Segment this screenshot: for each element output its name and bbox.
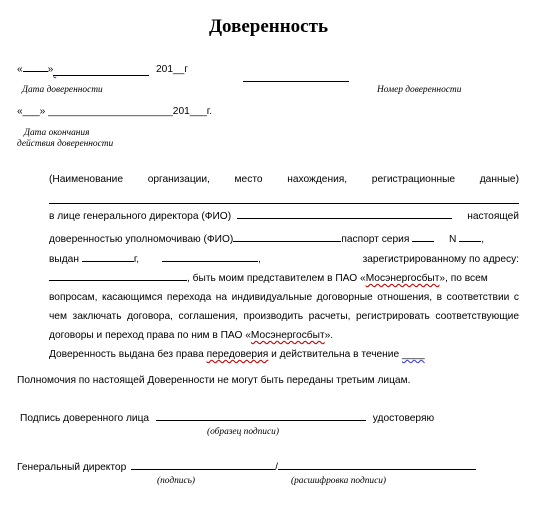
signature-caption: (образец подписи) bbox=[207, 427, 279, 437]
date-caption: Дата доверенности bbox=[22, 85, 103, 95]
validity-word: передоверия bbox=[206, 349, 269, 360]
number-caption: Номер доверенности bbox=[377, 85, 462, 95]
number-sign: N bbox=[449, 234, 457, 245]
body-line-2: вопросам, касающимся перехода на индивидуальные договорные отношения, в соответствии с bbox=[49, 292, 519, 303]
slash: / bbox=[275, 462, 278, 473]
issued-year-suffix: г, bbox=[133, 254, 140, 265]
number-blank[interactable] bbox=[243, 81, 349, 82]
line4-text: договоры и переход права по ним в ПАО « bbox=[49, 330, 251, 341]
body-line-4 bbox=[49, 330, 333, 341]
expiry-caption-line1: Дата окончания bbox=[24, 128, 90, 138]
expiry-caption-line2: действия доверенности bbox=[17, 139, 114, 149]
empower-label: доверенностью уполномочиваю (ФИО) bbox=[49, 234, 234, 245]
issued-row: выдан г, , зарегистрированному по адресу: bbox=[49, 254, 519, 265]
date-open-quote: « bbox=[17, 64, 23, 75]
date-year: 201__г bbox=[156, 64, 189, 75]
issued-date-blank[interactable] bbox=[82, 261, 134, 262]
signature-label: Подпись доверенного лица bbox=[20, 413, 150, 424]
director-signature-blank[interactable] bbox=[131, 469, 275, 470]
line4-tail: ». bbox=[324, 330, 334, 341]
signature-blank[interactable] bbox=[156, 420, 366, 421]
passport-series-blank[interactable] bbox=[412, 241, 434, 242]
director-sign-label: Генеральный директор bbox=[17, 462, 127, 473]
org-blank[interactable] bbox=[49, 203, 519, 204]
rep-tail: », по всем bbox=[439, 273, 488, 284]
validity-text: Доверенность выдана без права bbox=[49, 349, 207, 360]
body-line-3: чем заключать договора, соглашения, производить расчеты, регистрировать соответствующие bbox=[49, 311, 519, 322]
director-tail: настоящей bbox=[467, 211, 519, 222]
empower-row: доверенностью уполномочиваю (ФИО) паспорт серия N , bbox=[49, 234, 485, 245]
validity-blank[interactable]: ____ bbox=[402, 349, 425, 360]
director-sign-row bbox=[17, 462, 476, 473]
director-row bbox=[49, 211, 519, 222]
month-blank[interactable] bbox=[53, 64, 149, 76]
passport-label: паспорт серия bbox=[341, 234, 410, 245]
issued-label: выдан bbox=[49, 254, 79, 265]
rep-text: , быть моим представителем в ПАО « bbox=[187, 273, 366, 284]
certify-label: удостоверяю bbox=[372, 413, 435, 424]
authority-text: Полномочия по настоящей Доверенности не могут быть переданы третьим лицам. bbox=[17, 375, 411, 386]
document-title: Доверенность bbox=[208, 16, 328, 37]
passport-number-blank[interactable] bbox=[459, 241, 481, 242]
validity-text-2: и действительна в течение bbox=[268, 349, 402, 360]
day-blank[interactable] bbox=[23, 71, 48, 72]
registered-label: зарегистрированному по адресу: bbox=[362, 254, 519, 265]
date-field[interactable] bbox=[17, 64, 149, 76]
org-caption: (Наименование организации, место нахождения, регистрационные данные) bbox=[49, 174, 519, 185]
expiry-field[interactable]: «___» ______________________201___г. bbox=[17, 106, 213, 117]
director-decoding-caption: (расшифровка подписи) bbox=[291, 476, 387, 486]
validity-line bbox=[49, 349, 425, 360]
date-close-quote: » bbox=[47, 64, 54, 75]
director-decoding-blank[interactable] bbox=[278, 469, 476, 470]
empower-name-blank[interactable] bbox=[233, 241, 341, 242]
rep-row bbox=[49, 273, 519, 284]
company-name-2: Мосэнергосбыт bbox=[250, 330, 325, 341]
director-label: в лице генерального директора (ФИО) bbox=[49, 211, 232, 222]
company-name: Мосэнергосбыт bbox=[365, 273, 440, 284]
issued-by-blank[interactable] bbox=[162, 261, 258, 262]
address-blank[interactable] bbox=[49, 280, 187, 281]
director-name-blank[interactable] bbox=[237, 218, 452, 219]
signature-row bbox=[20, 413, 434, 424]
director-signature-caption: (подпись) bbox=[157, 476, 196, 486]
